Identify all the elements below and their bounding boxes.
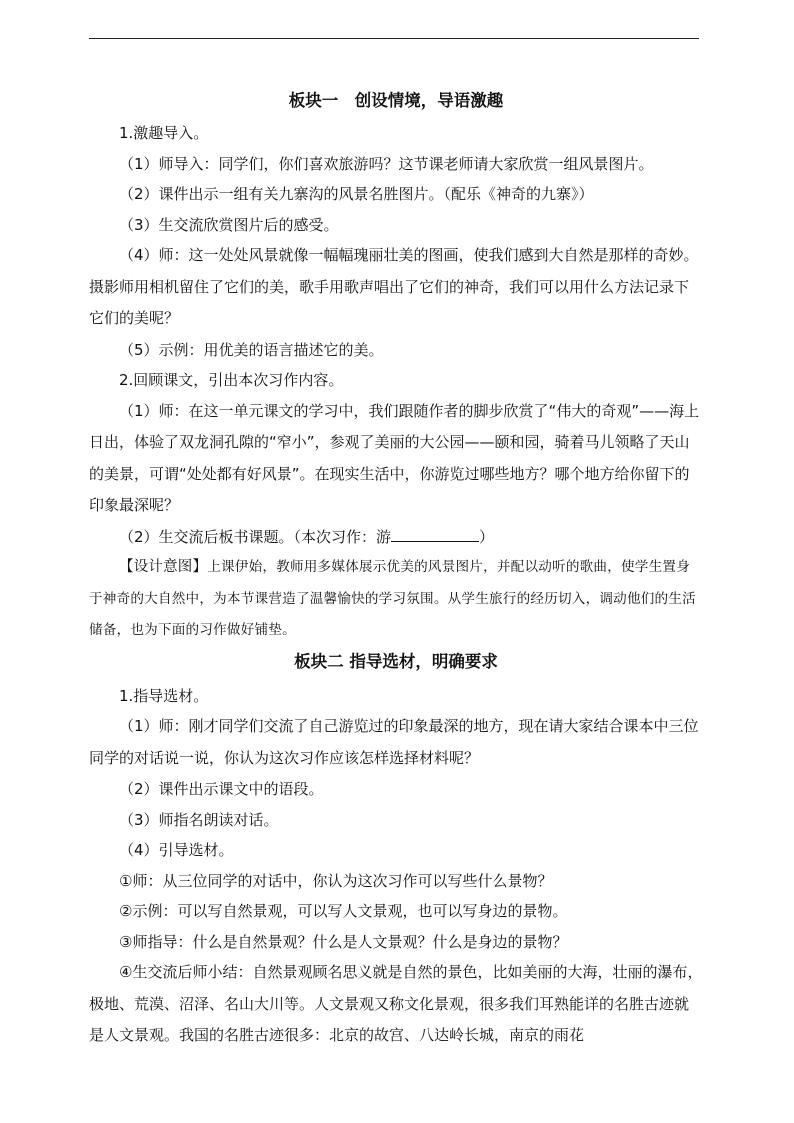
board-prefix: （2）生交流后板书课题。（本次习作：游 bbox=[119, 527, 392, 546]
paragraph: ③师指导：什么是自然景观？什么是人文景观？什么是身边的景物？ bbox=[119, 932, 568, 951]
paragraph: 1.激趣导入。 bbox=[119, 124, 209, 142]
paragraph: （4）引导选材。 bbox=[119, 841, 234, 859]
paragraph: （3）师指名朗读对话。 bbox=[119, 810, 279, 829]
paragraph: ②示例：可以写自然景观，可以写人文景观，也可以写身边的景物。 bbox=[119, 902, 568, 920]
paragraph: 2.回顾课文，引出本次习作内容。 bbox=[119, 371, 344, 389]
fill-in-blank bbox=[391, 527, 479, 542]
paragraph: （2）课件出示课文中的语段。 bbox=[119, 780, 324, 798]
section-2-title: 板块二 指导选材，明确要求 bbox=[294, 651, 498, 671]
design-intent-note bbox=[89, 552, 703, 647]
paragraph: （4）师：这一处处风景就像一幅幅瑰丽壮美的图画，使我们感到大自然是那样的奇妙。摄影师用相机留住了它们的美，歌手用歌声唱出了它们的神奇，我们可以用什么方法记录下它们的美呢？ bbox=[89, 246, 699, 327]
paragraph-board-title bbox=[89, 522, 703, 553]
paragraph: （1）师：在这一单元课文的学习中，我们跟随作者的脚步欣赏了“伟大的奇观”——海上日出，体验了双龙洞孔隙的“窄小”，参观了美丽的大公园——颐和园，骑着马儿领略了天山的美景，可谓“处处都有好风景”。在现实生活中，你游览过哪些地方？哪个地方给你留下的印象最深呢？ bbox=[89, 401, 700, 514]
section-1-title: 板块一 创设情境，导语激趣 bbox=[288, 91, 504, 110]
header-rule bbox=[89, 38, 699, 39]
paragraph: ④生交流后师小结：自然景观顾名思义就是自然的景色，比如美丽的大海，壮丽的瀑布，极地、荒漠、沼泽、名山大川等。人文景观又称文化景观，很多我们耳熟能详的名胜古迹就是人文景观。我国的名胜古迹很多：北京的故宫、八达岭长城，南京的雨花 bbox=[89, 963, 703, 1044]
document-body bbox=[89, 84, 703, 1052]
paragraph: （1）师：刚才同学们交流了自己游览过的印象最深的地方，现在请大家结合课本中三位同学的对话说一说，你认为这次习作应该怎样选择材料呢？ bbox=[89, 717, 699, 767]
paragraph: （2）课件出示一组有关九寨沟的风景名胜图片。（配乐《神奇的九寨》） bbox=[119, 185, 594, 203]
paragraph: （1）师导入：同学们，你们喜欢旅游吗？这节课老师请大家欣赏一组风景图片。 bbox=[119, 154, 654, 173]
board-suffix: ） bbox=[479, 527, 495, 546]
paragraph: （5）示例：用优美的语言描述它的美。 bbox=[119, 340, 384, 359]
design-intent-tag: 【设计意图】 bbox=[119, 559, 208, 575]
paragraph: ①师：从三位同学的对话中，你认为这次习作可以写些什么景物？ bbox=[119, 871, 553, 890]
paragraph: 1.指导选材。 bbox=[119, 686, 209, 705]
design-intent-text: 上课伊始，教师用多媒体展示优美的风景图片，并配以动听的歌曲，使学生置身于神奇的大自然中，为本节课营造了温馨愉快的学习氛围。从学生旅行的经历切入，调动他们的生活储备，也为下面的习作做好铺垫。 bbox=[89, 559, 696, 638]
paragraph: （3）生交流欣赏图片后的感受。 bbox=[119, 215, 339, 234]
